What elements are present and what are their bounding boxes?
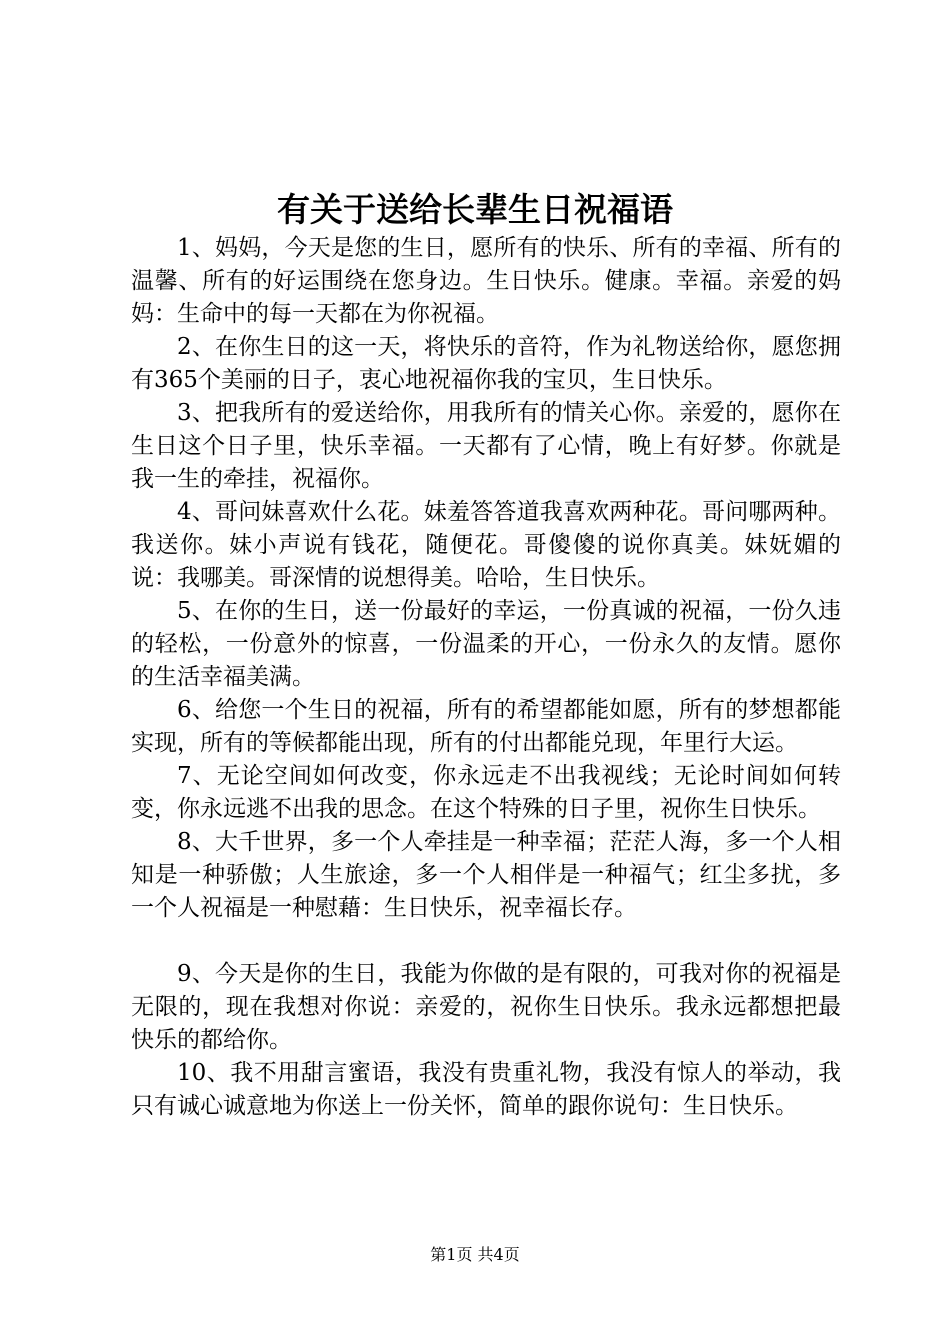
paragraph-8: 8、大千世界，多一个人牵挂是一种幸福；茫茫人海，多一个人相知是一种骄傲；人生旅途，多一个人相伴是一种福气；红尘多扰，多一个人祝福是一种慰藉：生日快乐，祝幸福长存。 [131,829,841,921]
paragraph-9: 9、今天是你的生日，我能为你做的是有限的，可我对你的祝福是无限的，现在我想对你说：亲爱的，祝你生日快乐。我永远都想把最快乐的都给你。 [131,961,841,1053]
paragraph-1: 1、妈妈，今天是您的生日，愿所有的快乐、所有的幸福、所有的温馨、所有的好运围绕在您身边。生日快乐。健康。幸福。亲爱的妈妈：生命中的每一天都在为你祝福。 [131,235,841,327]
page-footer: 第1页 共4页 [430,1245,520,1264]
paragraph-7: 7、无论空间如何改变，你永远走不出我视线；无论时间如何转变，你永远逃不出我的思念。在这个特殊的日子里，祝你生日快乐。 [131,763,841,822]
document-title: 有关于送给长辈生日祝福语 [277,190,673,229]
document-body [131,232,841,1123]
paragraph-4: 4、哥问妹喜欢什么花。妹羞答答道我喜欢两种花。哥问哪两种。我送你。妹小声说有钱花，随便花。哥傻傻的说你真美。妹妩媚的说：我哪美。哥深情的说想得美。哈哈，生日快乐。 [131,499,841,591]
paragraph-3: 3、把我所有的爱送给你，用我所有的情关心你。亲爱的，愿你在生日这个日子里，快乐幸福。一天都有了心情，晚上有好梦。你就是我一生的牵挂，祝福你。 [131,400,841,492]
paragraph-10: 10、我不用甜言蜜语，我没有贵重礼物，我没有惊人的举动，我只有诚心诚意地为你送上一份关怀，简单的跟你说句：生日快乐。 [131,1060,841,1119]
paragraph-5: 5、在你的生日，送一份最好的幸运，一份真诚的祝福，一份久违的轻松，一份意外的惊喜，一份温柔的开心，一份永久的友情。愿你的生活幸福美满。 [131,598,841,690]
paragraph-2: 2、在你生日的这一天，将快乐的音符，作为礼物送给你，愿您拥有365个美丽的日子，衷心地祝福你我的宝贝，生日快乐。 [131,334,841,393]
paragraph-6: 6、给您一个生日的祝福，所有的希望都能如愿，所有的梦想都能实现，所有的等候都能出现，所有的付出都能兑现，年里行大运。 [131,697,841,756]
